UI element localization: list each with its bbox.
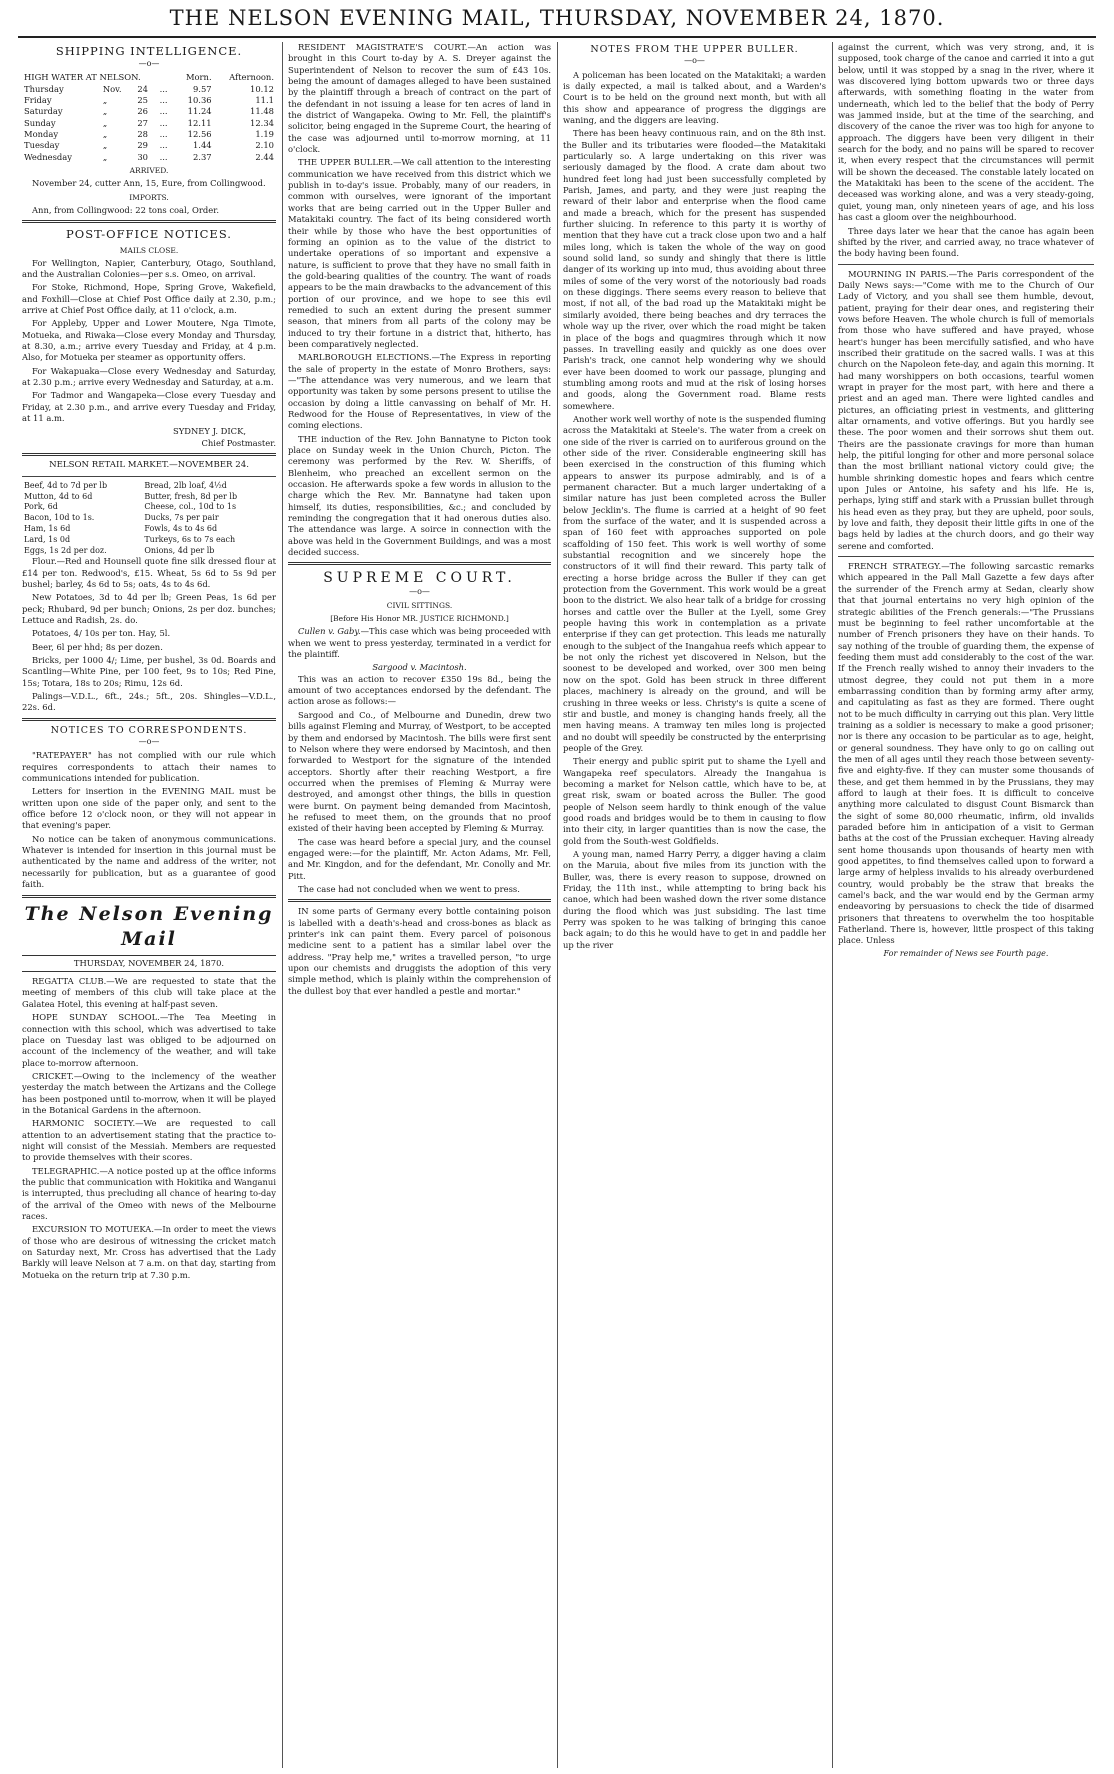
supreme-court-title: SUPREME COURT. xyxy=(323,570,516,587)
tide-cell: ... xyxy=(159,151,168,162)
dateline: THURSDAY, NOVEMBER 24, 1870. xyxy=(22,955,276,972)
rm-lead: RESIDENT MAGISTRATE'S COURT. xyxy=(298,42,468,52)
market-cell: Fowls, 4s to 4s 6d xyxy=(144,523,218,533)
high-water-label: HIGH WATER AT NELSON. xyxy=(24,72,141,83)
tide-cell: 29 xyxy=(137,140,148,151)
news-item xyxy=(22,1166,276,1223)
market-text: Bricks, per 1000 4/; Lime, per bushel, 3s 0d. Boards and Scantling—White Pine, per 100 feet, 9s to 10s; Red Pine, 15s; Totara, 18s to 20s; Rimu, 12s 6d. xyxy=(22,655,276,688)
post-notice: For Stoke, Richmond, Hope, Spring Grove, Wakefield, and Foxhill—Close at Chief Post Office daily at 2.30, p.m.; arrive at Chief Post Office daily, at 11 o'clock, a.m. xyxy=(22,282,276,316)
sargood-text: The case had not concluded when we went to press. xyxy=(298,883,520,894)
article-text: Their energy and public spirit put to shame the Lyell and Wangapeka reef speculators. Already the Inangahua is becoming a market for Nelson cattle, which have to be, at great risk, swam or boated across the Buller. The good people of Nelson seem hardly to think enough of the value good roads and bridges would be to them in causing to flow into their city, in larger quantities than is now the case, the gold from the South-west Goldfields. xyxy=(563,756,826,846)
post-notice: For Appleby, Upper and Lower Moutere, Nga Timote, Motueka, and Riwaka—Close every Monday and Thursday, at 8.30, a.m.; arrive every Tuesday and Friday, at 4 p.m. Also, for Motueka per steamer as opportunity offers. xyxy=(22,318,276,363)
footer-note: For remainder of News see Fourth page. xyxy=(883,948,1049,958)
tide-cell: ... xyxy=(159,83,168,94)
news-item xyxy=(22,1012,276,1069)
arrived-heading: ARRIVED. xyxy=(129,166,169,176)
market-text: Potatoes, 4/ 10s per ton. Hay, 5l. xyxy=(32,628,171,639)
tide-cell: 2.44 xyxy=(255,151,274,162)
notice-text: "RATEPAYER" has not complied with our rule which requires correspondents to attach their names to communications intended for publication. xyxy=(22,750,276,784)
market-row xyxy=(22,546,276,557)
tide-cell: „ xyxy=(102,95,108,105)
news-item xyxy=(22,1071,276,1116)
article-text: against the current, which was very strong, and, it is supposed, took charge of the canoe and carried it into a gut below, until it was stopped by a snag in the river, where it was discovered lying bottom upwards two or three days afterwards, with something floating in the water from underneath, which led to the belief that the body of Perry was jammed inside, but at the time of the searching, and discovery of the canoe the river was too high for anyone to approach. The diggers have been very diligent in their search for the body, and no pains will be spared to recover it, when every respect that the circumstances will permit will be shown the deceased. The constable lately located on the Matakitaki has been to the scene of the accident. The deceased was working alone, and was a very steady-going, quiet, young man, only nineteen years of age, and his loss has cast a gloom over the neighbourhood. xyxy=(838,42,1094,223)
tide-cell: 1.44 xyxy=(192,140,212,151)
market-cell: Lard, 1s 0d xyxy=(24,534,71,544)
tide-cell: 24 xyxy=(137,83,148,94)
nameplate: The Nelson Evening Mail xyxy=(24,902,274,951)
article-text: Another work well worthy of note is the suspended fluming across the Matakitaki at Steele's. The water from a creek on one side of the river is carried on to auriferous ground on the other side of the river. Considerable engineering skill has been exercised in the construction of this fluming which appears to answer its purpose admirably, and is of a permanent character. But a much larger undertaking of a similar nature has just been completed across the Buller below Jecklin's. The flume is carried at a height of 90 feet from the surface of the water, and it is suspended across a span of 160 feet with approaches supported on pole scaffolding of 150 feet. This work is well worthy of some substantial recognition and we sincerely hope the constructors of it will find their reward. This party talk of erecting a horse bridge across the Buller if they can get protection from the Government. This work would be a great boon to the district. We also hear talk of a bridge for crossing horses and cattle over the Buller at the Lyell, some Grey people having this work in contemplation as a private enterprise if they can get protection. This leads me naturally enough to the subject of the Inangahua reefs which appear to be not only the richest yet discovered in Nelson, but the soonest to be developed and worked, over 300 men being now on the spot. Gold has been struck in three different places, machinery is already on the ground, and will be crushing in three weeks or less. Christy's is quite a scene of stir and bustle, and money is changing hands freely, all the men having means. A tramway ten miles long is projected and no doubt will speedily be constructed by the enterprising people of the Grey. xyxy=(563,413,826,753)
me-text: —The Express in reporting the sale of property in the estate of Monro Brothers, says:—"The attendance was very numerous, and we learn that opportunity was taken by some persons present to utilise the occasion by doing a little canvassing on behalf of Mr. H. Redwood for the House of Representatives, in view of the coming elections. xyxy=(288,352,551,431)
shipping-title: SHIPPING INTELLIGENCE. xyxy=(55,44,243,58)
divider xyxy=(838,264,1094,265)
tide-cell: „ xyxy=(102,129,108,140)
news-item-lead: EXCURSION TO MOTUEKA. xyxy=(32,1224,154,1235)
fs-lead: FRENCH STRATEGY. xyxy=(848,561,942,572)
news-item xyxy=(22,1224,276,1281)
tide-cell: ... xyxy=(159,129,168,140)
tide-cell: 12.11 xyxy=(187,117,212,128)
market-cell: Onions, 4d per lb xyxy=(144,545,215,555)
tide-cell: 2.10 xyxy=(255,140,274,151)
imports-heading: IMPORTS. xyxy=(129,192,169,202)
post-title: POST-OFFICE NOTICES. xyxy=(66,227,232,241)
tide-cell: 12.56 xyxy=(187,129,212,140)
tide-cell: 11.1 xyxy=(255,95,274,105)
tide-cell: Sunday xyxy=(24,117,56,128)
market-text: New Potatoes, 3d to 4d per lb; Green Peas, 1s 6d per peck; Rhubard, 9d per bunch; Onions, 2s per doz. bunches; Lettuce and Radish, 2s. do. xyxy=(22,592,276,626)
ornament: —o— xyxy=(138,736,160,746)
ornament: —o— xyxy=(138,58,160,68)
tide-cell: 12.34 xyxy=(250,117,274,128)
mp-lead: MOURNING IN PARIS. xyxy=(848,268,949,279)
tide-cell: 9.57 xyxy=(192,83,212,94)
news-item-text: —We are requested to state that the meeting of members of this club will take place at the Galatea Hotel, this evening at half-past seven. xyxy=(22,976,276,1009)
column-4 xyxy=(838,42,1094,1768)
tide-cell: 25 xyxy=(137,95,148,105)
news-item-text: —The Tea Meeting in connection with this school, which was advertised to take place on Tuesday last was obliged to be adjourned on account of the inclemency of the weather, and will take place to-morrow afternoon. xyxy=(22,1012,276,1068)
tide-cell: „ xyxy=(102,117,108,128)
post-notice: For Wakapuaka—Close every Wednesday and Saturday, at 2.30 p.m.; arrive every Wednesday and Saturday, at a.m. xyxy=(22,365,276,388)
market-row xyxy=(22,524,276,535)
market-cell: Butter, fresh, 8d per lb xyxy=(144,491,238,501)
tide-cell: Thursday xyxy=(24,83,64,94)
news-item-text: —A notice posted up at the office informs the public that communication with Hokitika and Wanganui is interrupted, thus precluding all chance of hearing to-day of the arrival of the Omeo with news of the Melbourne races. xyxy=(22,1165,276,1222)
tide-cell: 27 xyxy=(137,117,148,128)
news-item xyxy=(22,976,276,1010)
sargood-text: Sargood and Co., of Melbourne and Dunedin, drew two bills against Fleming and Murray, of Westport, to be accepted by them and endorsed by Macintosh. The bills were first sent to Nelson where they were endorsed by Macintosh, and then forwarded to Westport for the signature of the intended acceptors. Shortly after their reaching Westport, a fire occurred when the premises of Fleming & Murray were destroyed, and amongst other things, the bills in question were burnt. On payment being demanded from Macintosh, he refused to meet them, on the grounds that no proof existed of their having been accepted by Fleming & Murray. xyxy=(288,709,551,834)
tide-cell: 1.19 xyxy=(255,129,274,140)
upper-buller-title: NOTES FROM THE UPPER BULLER. xyxy=(590,44,799,55)
induction-text: THE induction of the Rev. John Bannatyne to Picton took place on Sunday week in the Union Church, Picton. The ceremony was performed by the Rev. W. Sheriffs, of Blenheim, who preached an excellent sermon on the occasion. He afterwards spoke a few words in allusion to the charge which the Rev. Mr. Bannatyne had taken upon himself, its duties, responsibilities, &c.; and concluded by reminding the congregation that it had onerous duties also. The attendance was large. A soirce in connection with the above was held in the Government Buildings, and was a most decided success. xyxy=(288,433,551,558)
case-sargood: Sargood v. Macintosh. xyxy=(372,662,467,673)
imports-text: Ann, from Collingwood: 22 tons coal, Order. xyxy=(32,204,219,215)
tide-cell: „ xyxy=(102,151,108,162)
market-cell: Bacon, 10d to 1s. xyxy=(24,513,95,523)
tide-cell: 2.37 xyxy=(192,151,212,162)
germany-text: IN some parts of Germany every bottle containing poison is labelled with a death's-head and cross-bones as black as printer's ink can paint them. Every parcel of poisonous medicine sent to a patient has a similar label over the address. "Pray help me," writes a travelled person, "to urge upon our chemists and druggists the adoption of this very simple method, which is plainly within the comprehension of the dullest boy that ever handled a pestle and mortar." xyxy=(288,906,551,996)
tide-cell: 28 xyxy=(137,129,148,140)
masthead-rule xyxy=(18,36,1096,38)
mp-text: —The Paris correspondent of the Daily News says:—"Come with me to the Church of Our Lady of Victory, and you shall see them humble, devout, patient, praying for their dear ones, and registering their vows before Heaven. The whole church is full of memorials from those who have suffered and have prayed, whose heart's hunger has been mercifully satisfied, and who have inscribed their gratitude on the sacred walls. I was at this church on the Napoleon fete-day, and again this morning. It had many worshippers on both occasions, tearful women wrapt in prayer for the most part, with here and there a priest and an aged man. There were lighted candles and pictures, an officiating priest in vestments, and glittering altar ornaments, and votive offerings. But you hardly see these. The poor women and their sorrows shut them out. Theirs are the passionate cravings for more than human help, the pitiful longing for other and more personal solace than the most brilliant national victory could give; the humble shrinking domestic hopes and fears which centre upon Jules or Antoine, his safety and his life. He is, perhaps, lying stiff and stark with a Prussian bullet through his head even as they pray, but they are upheld, poor souls, by love and faith, they deposit their little gifts in one of the bags held by ladies at the church doors, and go their way serene and comforted. xyxy=(838,268,1094,551)
rm-text: —An action was brought in this Court to-day by A. S. Dreyer against the Superintendent of Nelson to recover the sum of £43 10s. being the amount of damages alleged to have been sustained by the plaintiff through a breach of contract on the part of the defendant in not issuing a lease for ten acres of land in the district of Wangapeka. Owing to Mr. Fell, the plaintiff's solicitor, being engaged in the Supreme Court, the hearing of the case was adjourned until to-morrow morning, at 11 o'clock. xyxy=(288,42,551,155)
column-1 xyxy=(22,42,276,1768)
news-item-lead: CRICKET. xyxy=(32,1070,74,1081)
notice-text: No notice can be taken of anonymous communications. Whatever is intended for insertion in this journal must be authenticated by the name and address of the writer, not necessarily for publication, but as a guarantee of good faith. xyxy=(22,833,276,890)
case-cullen: Cullen v. Gaby. xyxy=(298,626,361,637)
divider xyxy=(22,220,276,223)
market-row xyxy=(22,502,276,513)
tide-cell: 10.12 xyxy=(250,83,274,94)
market-text: Beer, 6l per hhd; 8s per dozen. xyxy=(32,641,163,652)
market-cell: Mutton, 4d to 6d xyxy=(24,491,93,501)
cullen-text: —This case which was being proceeded with when we went to press yesterday, terminated in a verdict for the plaintiff. xyxy=(288,626,551,660)
column-3 xyxy=(563,42,826,1768)
tide-cell: 30 xyxy=(137,151,148,162)
market-row xyxy=(22,492,276,503)
sargood-text: This was an action to recover £350 19s 8d., being the amount of two acceptances endorsed by the defendant. The action arose as follows:— xyxy=(288,673,551,707)
market-cell: Eggs, 1s 2d per doz. xyxy=(24,545,107,555)
tide-cell: ... xyxy=(159,117,168,128)
tide-cell: 11.24 xyxy=(187,106,212,117)
tide-row xyxy=(22,84,276,95)
notices-title: NOTICES TO CORRESPONDENTS. xyxy=(50,724,248,736)
market-cell: Cheese, col., 10d to 1s xyxy=(144,502,237,512)
market-cell: Pork, 6d xyxy=(24,502,58,512)
news-item-text: —Owing to the inclemency of the weather yesterday the match between the Artizans and the College has been postponed until to-morrow, when it will be played in the Botanical Gardens in the afternoon. xyxy=(22,1070,276,1115)
tide-cell: „ xyxy=(102,140,108,151)
column-rule xyxy=(832,42,833,1768)
tide-row xyxy=(22,106,276,117)
divider xyxy=(22,453,276,456)
before-judge: [Before His Honor MR. JUSTICE RICHMOND.] xyxy=(330,614,509,624)
column-2 xyxy=(288,42,551,1768)
market-row xyxy=(22,513,276,524)
article-text: A policeman has been located on the Matakitaki; a warden is daily expected, a mail is talked about, and a Warden's Court is to be held on the ground next month, but with all this show and appearance of progress the diggings are waning, and the diggers are leaving. xyxy=(563,69,826,125)
tide-cell: Friday xyxy=(24,95,52,105)
market-cell: Beef, 4d to 7d per lb xyxy=(24,480,108,490)
news-item-lead: TELEGRAPHIC. xyxy=(32,1165,100,1176)
market-table xyxy=(22,481,276,557)
tide-row xyxy=(22,118,276,129)
arrived-text: November 24, cutter Ann, 15, Eure, from Collingwood. xyxy=(32,178,266,189)
civil-sittings: CIVIL SITTINGS. xyxy=(386,601,453,611)
post-notice: For Wellington, Napier, Canterbury, Otago, Southland, and the Australian Colonies—per s.s. Omeo, on arrival. xyxy=(22,257,276,279)
tide-cell: Monday xyxy=(24,129,59,140)
divider xyxy=(288,562,551,565)
market-text: Palings—V.D.L., 6ft., 24s.; 5ft., 20s. Shingles—V.D.L., 22s. 6d. xyxy=(22,691,276,713)
tide-cell: 11.48 xyxy=(250,106,274,117)
notice-text: Letters for insertion in the EVENING MAIL must be written upon one side of the paper only, and sent to the office before 12 o'clock noon, or they will not appear in that evening's paper. xyxy=(22,786,276,831)
tide-cell: Tuesday xyxy=(24,140,60,151)
news-item-lead: REGATTA CLUB. xyxy=(32,976,107,987)
me-lead: MARLBOROUGH ELECTIONS. xyxy=(298,352,432,363)
post-notice: For Tadmor and Wangapeka—Close every Tuesday and Friday, at 2.30 p.m., and arrive every Tuesday and Friday, at 11 a.m. xyxy=(22,390,276,424)
tide-table xyxy=(22,72,276,163)
mails-close: MAILS CLOSE. xyxy=(119,245,179,255)
tide-row xyxy=(22,152,276,163)
ub-lead: THE UPPER BULLER. xyxy=(298,157,393,168)
divider xyxy=(288,899,551,902)
tide-cell: ... xyxy=(159,95,168,105)
column-rule xyxy=(557,42,558,1768)
ub-text: —We call attention to the interesting communication we have received from this district which we publish in to-day's issue. Probably, many of our readers, in common with ourselves, were ignorant of the important works that are being carried out in the Upper Buller and Matakitaki country. The fact of its being considered worth their while by those who have the best opportunities of forming an opinion as to the value of the district to undertake operations of so important and expensive a nature, is sufficient to prove that they have no small faith in the gold-bearing qualities of the country. The want of roads appears to be the main drawbacks to the advancement of this portion of our province, and we hope to see this evil remedied to such an extent during the present summer season, that miners from all parts of the colony may be induced to try their fortune in a district that, hitherto, has been comparatively neglected. xyxy=(288,157,551,349)
tide-cell: ... xyxy=(159,140,168,151)
news-item-lead: HOPE SUNDAY SCHOOL. xyxy=(32,1012,160,1023)
tide-row xyxy=(22,129,276,140)
news-item xyxy=(22,1118,276,1163)
divider xyxy=(838,556,1094,557)
tide-cell: Saturday xyxy=(24,106,63,117)
tide-cell: „ xyxy=(102,106,108,117)
market-row xyxy=(22,535,276,546)
afternoon-header: Afternoon. xyxy=(229,72,274,83)
signature-title: Chief Postmaster. xyxy=(201,437,276,448)
tide-cell: Nov. xyxy=(102,83,122,94)
market-row xyxy=(22,481,276,492)
market-text: Flour.—Red and Hounsell quote fine silk dressed flour at £14 per ton. Redwood's, £15. Wheat, 5s 6d to 5s 9d per bushel; barley, 4s 6d to 5s; oats, 4s to 4s 6d. xyxy=(22,556,276,589)
market-cell: Turkeys, 6s to 7s each xyxy=(144,534,236,544)
column-rule xyxy=(282,42,283,1768)
article-text: There has been heavy continuous rain, and on the 8th inst. the Buller and its tributaries were flooded—the Matakitaki particularly so. A large undertaking on this river was seriously damaged by the flood. A crate dam about two hundred feet long had just been successfully completed by Parish, James, and party, and they were just reaping the reward of their labor and enterprise when the flood came and made a breach, which for the present has suspended further sluicing. In reference to this party it is worthy of mention that they have cut a track close upon two and a half miles long, which is taken the whole of the way on good sound solid land, so sundy and shingly that there is little danger of its working up into mud, thus avoiding about three miles of some of the very worst of the notoriously bad roads on these diggings. There seems every reason to believe that most, if not all, of the bad road up the Matakitaki might be similarly avoided, there being beaches and dry terraces the whole way up the river, over which the road might be taken in place of the bogs and quagmires through which it now passes. In travelling easily and quickly as one does over Parish's track, one cannot help wondering why we should ever have been doomed to work our passage, plunging and stumbling among roots and mud at the risk of losing horses and goods, along the Government road. Blame rests somewhere. xyxy=(563,128,826,411)
tide-cell: ... xyxy=(159,106,168,117)
tide-cell: Wednesday xyxy=(24,151,72,162)
signature-name: SYDNEY J. DICK, xyxy=(173,426,246,437)
ornament: —o— xyxy=(684,55,705,65)
masthead: THE NELSON EVENING MAIL, THURSDAY, NOVEMBER 24, 1870. xyxy=(169,6,945,30)
tide-row xyxy=(22,140,276,151)
tide-cell: 26 xyxy=(137,106,148,117)
sargood-text: The case was heard before a special jury, and the counsel engaged were:—for the plaintiff, Mr. Acton Adams, Mr. Fell, and Mr. Kingdon, and for the defendant, Mr. Conolly and Mr. Pitt. xyxy=(288,836,551,881)
news-item-text: —In order to meet the views of those who are desirous of witnessing the cricket match on Saturday next, Mr. Cross has advertised that the Lady Barkly will leave Nelson at 7 a.m. on that day, starting from Motueka on the return trip at 7.30 p.m. xyxy=(22,1224,276,1280)
tide-row xyxy=(22,95,276,106)
divider xyxy=(22,476,276,477)
divider xyxy=(22,895,276,898)
news-item-text: —We are requested to call attention to an advertisement stating that the practice to-night will consist of the Messiah. Members are requested to provide themselves with their scores. xyxy=(22,1118,276,1163)
article-text: A young man, named Harry Perry, a digger having a claim on the Maruia, about five miles from its junction with the Buller, was, there is every reason to suppose, drowned on Friday, the 11th inst., while attempting to bring back his canoe, which had been washed down the river some distance during the flood which was just subsiding. The last time Perry was spoken to he was talking of bringing this canoe back again; to do this he would have to get in and paddle her up the river xyxy=(563,848,826,950)
tide-cell: 10.36 xyxy=(187,95,212,105)
news-item-lead: HARMONIC SOCIETY. xyxy=(32,1118,136,1129)
market-cell: Ham, 1s 6d xyxy=(24,523,71,533)
divider xyxy=(22,718,276,721)
market-title: NELSON RETAIL MARKET.—NOVEMBER 24. xyxy=(49,460,249,471)
morn-header: Morn. xyxy=(185,72,212,83)
article-text: Three days later we hear that the canoe has again been shifted by the river, and carried away, no trace whatever of the body having been found. xyxy=(838,225,1094,259)
market-cell: Ducks, 7s per pair xyxy=(144,513,219,523)
market-cell: Bread, 2lb loaf, 4½d xyxy=(144,480,227,490)
ornament: —o— xyxy=(409,587,430,597)
fs-text: —The following sarcastic remarks which appeared in the Pall Mall Gazette a few days after the surrender of the French army at Sedan, clearly show that that journal entertains no very high opinion of the strategic abilities of the French generals:—"The Prussians must be beginning to feel rather uncomfortable at the number of French prisoners they have on their hands. To say nothing of the trouble of guarding them, the expense of feeding them must add considerably to the cost of the war. If the French really wished to annoy their invaders to the utmost degree, they could not put them in a more embarrassing condition than by forming army after army, and capitulating as fast as they are formed. There ought not to be much difficulty in carrying out this plan. Very little training as a soldier is necessary to make a good prisoner; nor is there any occasion to be particular as to age, height, or general soundness. They have only to go on calling out the men of all ages until they reach those between seventy-five and eighty-five. If they can muster some thousands of these, and get them hemmed in by the Prussians, they may afford to laugh at their foes. It is difficult to conceive anything more calculated to disgust Count Bismarck than the sight of some 80,000 rheumatic, infirm, old invalids paraded before him in anticipation of a visit to German baths at the cost of the Prussian exchequer. Having already sent home thousands upon thousands of hearty men with good appetites, to find themselves called upon to forward a large army of helpless invalids to his already overburdened country, would probably be the straw that breaks the camel's back, and the war would end by the German army endeavoring by persuasions to check the tide of disarmed prisoners that threatens to overwhelm the too hospitable Fatherland. There is, however, little prospect of this taking place. Unless xyxy=(838,561,1094,946)
